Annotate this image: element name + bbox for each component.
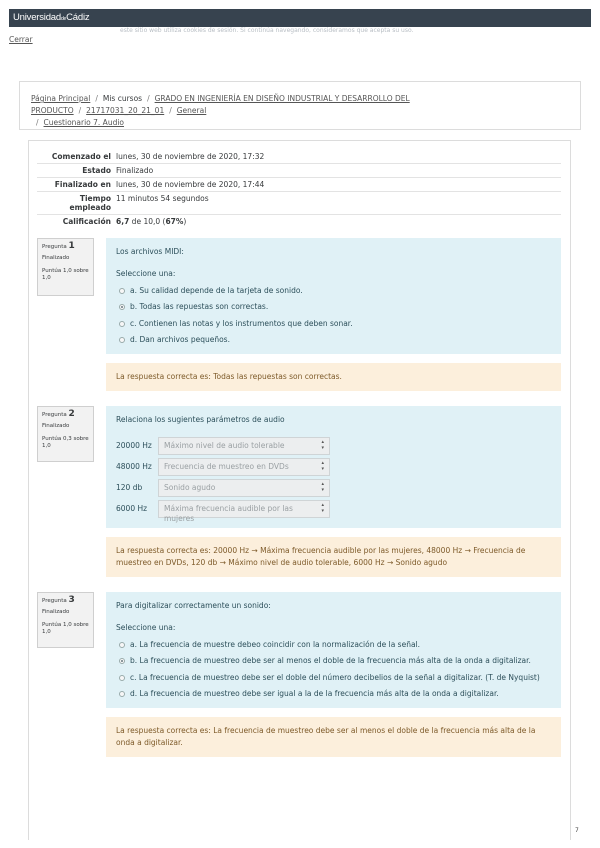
grade-value	[116, 215, 561, 229]
option-label: d. Dan archivos pequeños.	[130, 335, 230, 344]
radio-button[interactable]	[119, 337, 125, 343]
breadcrumb-my-courses: Mis cursos	[102, 94, 143, 103]
option-label: d. La frecuencia de muestreo debe ser igual a la de la frecuencia más alta de la onda a digitalizar.	[130, 689, 499, 698]
question-grade: Puntúa 1,0 sobre 1,0	[42, 268, 89, 281]
option-label: c. Contienen las notas y los instrumentos que deben sonar.	[130, 318, 353, 328]
radio-button[interactable]	[119, 321, 125, 327]
brand-text: Universidad	[13, 12, 61, 23]
breadcrumb-separator: /	[78, 106, 82, 115]
question-text: Relaciona los sugientes parámetros de audio	[116, 415, 285, 424]
match-label: 6000 Hz	[116, 504, 148, 513]
radio-button[interactable]	[119, 288, 125, 294]
breadcrumb-general[interactable]: General	[176, 106, 207, 115]
breadcrumb-home[interactable]: Página Principal	[31, 94, 91, 103]
grade-label: Calificación	[62, 217, 111, 226]
radio-button[interactable]	[119, 642, 125, 648]
question-2-feedback	[106, 537, 561, 577]
option-label: b. La frecuencia de muestreo debe ser al menos el doble de la frecuencia más alta de la onda a digitalizar.	[130, 656, 531, 665]
summary-row-state	[37, 164, 561, 178]
answer-option[interactable]	[116, 286, 551, 296]
question-number: 2	[68, 409, 75, 419]
summary-row-started	[37, 150, 561, 164]
correct-answer-text: La respuesta correcta es: Todas las repuestas son correctas.	[116, 372, 342, 381]
close-cookie-link[interactable]: Cerrar	[9, 35, 33, 44]
match-select[interactable]: Máximo nivel de audio tolerable ▴ ▾	[158, 437, 330, 455]
correct-answer-text: La respuesta correcta es: 20000 Hz → Máxima frecuencia audible por las mujeres, 48000 Hz → Frecuencia de muestreo en DVDs, 120 db → Máximo nivel de audio tolerable, 6000 Hz → Sonido agudo	[116, 546, 526, 567]
question-3-info	[37, 592, 94, 648]
question-text: Para digitalizar correctamente un sonido:	[116, 601, 271, 610]
answer-option[interactable]	[116, 302, 551, 312]
university-logo[interactable]	[13, 12, 89, 23]
state-label: Estado	[82, 166, 111, 175]
radio-button[interactable]	[119, 691, 125, 697]
option-label: c. La frecuencia de muestreo debe ser el doble del número decibelios de la señal a digitalizar. (T. de Nyquist)	[130, 672, 540, 682]
option-label: a. La frecuencia de muestre debeo coincidir con la normalización de la señal.	[130, 639, 421, 649]
match-select[interactable]: Máxima frecuencia audible por las mujeres ▴ ▾	[158, 500, 330, 518]
summary-row-finished	[37, 178, 561, 192]
finished-label: Finalizado en	[54, 180, 111, 189]
option-label: a. Su calidad depende de la tarjeta de sonido.	[130, 285, 303, 295]
answer-option[interactable]	[116, 689, 551, 699]
answer-option[interactable]	[116, 335, 551, 345]
brand-text-end: Cádiz	[66, 12, 90, 23]
question-2-info	[37, 406, 94, 462]
summary-row-time	[37, 192, 561, 215]
breadcrumb-degree[interactable]: GRADO EN INGENIERÍA EN DISEÑO INDUSTRIAL Y DESARROLLO DEL PRODUCTO	[31, 94, 410, 115]
grade-of: de 10,0 (	[129, 217, 166, 226]
question-3-content	[106, 592, 561, 708]
match-select[interactable]: Sonido agudo ▴ ▾	[158, 479, 330, 497]
question-grade: Puntúa 1,0 sobre 1,0	[42, 622, 89, 635]
cookie-notice: este sitio web utiliza cookies de sesión. Si continúa navegando, consideramos que acepta su uso.	[120, 27, 414, 34]
question-2-content	[106, 406, 561, 528]
question-state: Finalizado	[42, 255, 70, 261]
started-value: lunes, 30 de noviembre de 2020, 17:32	[116, 152, 265, 161]
breadcrumb-separator: /	[95, 94, 98, 103]
grade-score: 6,7	[116, 217, 130, 226]
attempt-summary-table	[37, 150, 561, 228]
correct-answer-text: La respuesta correcta es: La frecuencia de muestreo debe ser al menos el doble de la frecuencia más alta de la onda a digitalizar.	[116, 726, 536, 747]
radio-button-selected[interactable]	[119, 304, 125, 310]
match-label: 120 db	[116, 483, 143, 492]
time-label: Tiempo empleado	[69, 194, 111, 212]
question-state: Finalizado	[42, 609, 70, 615]
breadcrumb-separator: /	[147, 94, 150, 103]
question-label: Pregunta	[42, 244, 67, 250]
radio-button[interactable]	[119, 675, 125, 681]
question-label: Pregunta	[42, 412, 67, 418]
question-1-feedback	[106, 363, 561, 391]
select-prompt: Seleccione una:	[116, 269, 176, 278]
breadcrumb-separator: /	[169, 106, 172, 115]
match-row	[116, 500, 551, 523]
started-label: Comenzado el	[51, 152, 111, 161]
time-value: 11 minutos 54 segundos	[116, 194, 209, 203]
breadcrumb-separator: /	[36, 118, 39, 127]
brand-small-text: de	[60, 16, 67, 22]
match-row	[116, 458, 551, 476]
breadcrumb-course[interactable]: 21717031_20_21_01	[86, 106, 165, 115]
question-text: Los archivos MIDI:	[116, 247, 184, 256]
option-label: b. Todas las repuestas son correctas.	[130, 302, 269, 311]
question-number: 3	[68, 595, 75, 605]
question-number: 1	[68, 241, 75, 251]
question-state: Finalizado	[42, 423, 70, 429]
question-label: Pregunta	[42, 598, 67, 604]
select-prompt: Seleccione una:	[116, 623, 176, 632]
answer-option[interactable]	[116, 673, 551, 683]
answer-option[interactable]	[116, 319, 551, 329]
grade-close: )	[183, 217, 187, 226]
finished-value: lunes, 30 de noviembre de 2020, 17:44	[116, 180, 265, 189]
top-navbar	[9, 9, 591, 27]
grade-percent: 67%	[165, 217, 184, 226]
summary-row-grade	[37, 215, 561, 229]
state-value: Finalizado	[116, 166, 154, 175]
question-grade: Puntúa 0,3 sobre 1,0	[42, 436, 89, 449]
question-3-feedback	[106, 717, 561, 757]
question-1-content	[106, 238, 561, 354]
breadcrumb	[19, 81, 581, 130]
question-1-info	[37, 238, 94, 296]
match-select[interactable]: Frecuencia de muestreo en DVDs ▴ ▾	[158, 458, 330, 476]
page-number: 7	[575, 827, 579, 834]
answer-option[interactable]	[116, 640, 551, 650]
answer-option[interactable]	[116, 656, 551, 666]
radio-button-selected[interactable]	[119, 658, 125, 664]
match-label: 20000 Hz	[116, 441, 152, 450]
breadcrumb-quiz[interactable]: Cuestionario 7. Audio	[43, 118, 125, 127]
match-row	[116, 479, 551, 497]
match-label: 48000 Hz	[116, 462, 152, 471]
match-row	[116, 437, 551, 455]
